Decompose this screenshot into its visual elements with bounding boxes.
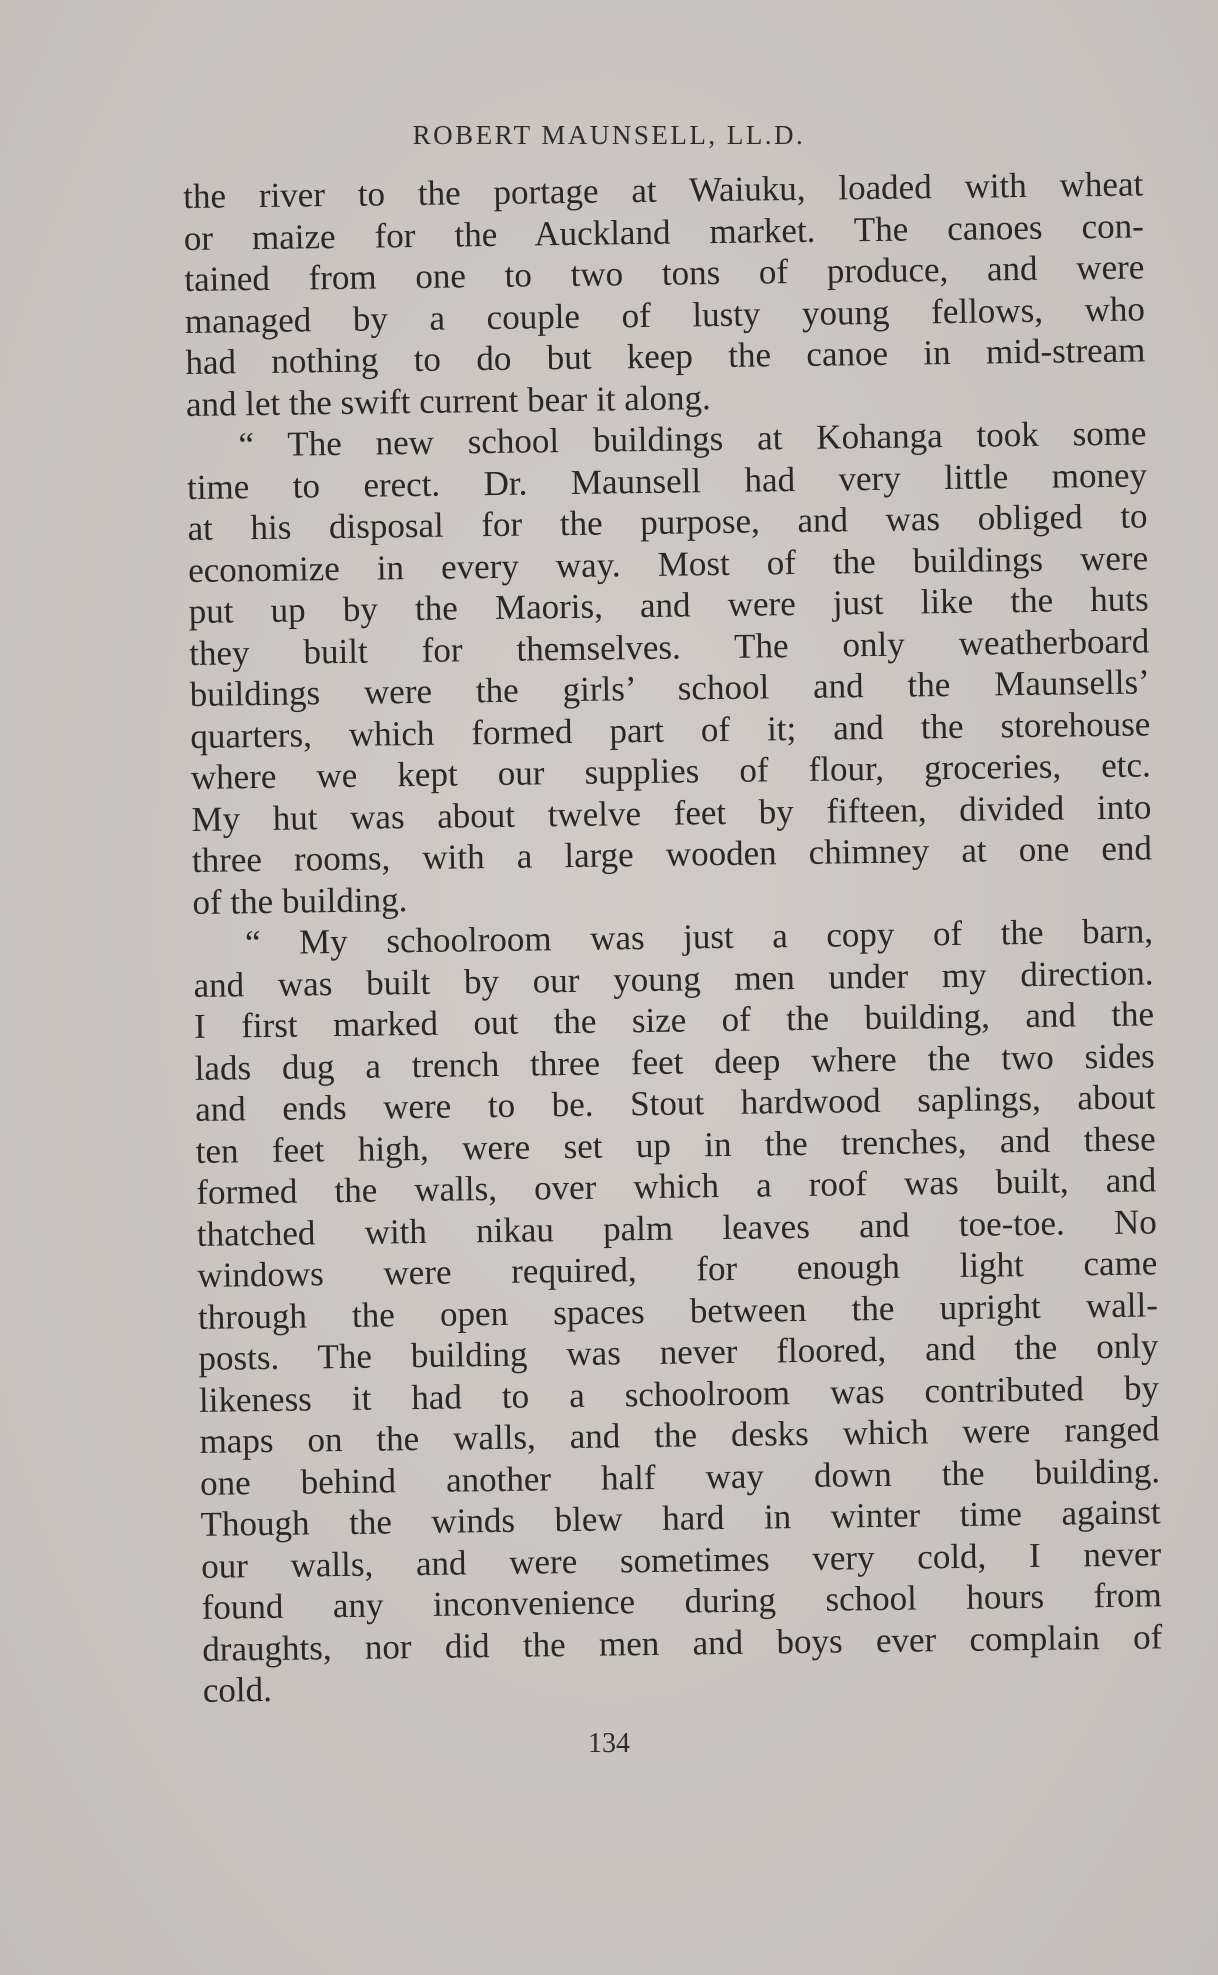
text-line: cold. [202, 1669, 273, 1710]
text-line: I first marked out the size of the building, and the [193, 994, 1155, 1046]
text-line: windows were required, for enough light came [197, 1243, 1158, 1295]
text-line: our walls, and were sometimes very cold, I never [200, 1533, 1162, 1586]
text-line: “ My schoolroom was just a copy of the barn, [244, 911, 1154, 963]
text-line: time to erect. Dr. Maunsell had very little money [186, 454, 1148, 507]
text-line: through the open spaces between the upright wall- [197, 1284, 1159, 1337]
text-line: ten feet high, were set up in the trenches, and these [195, 1118, 1156, 1171]
text-line: managed by a couple of lusty young fellows, who [184, 288, 1146, 341]
text-line: of the building. [192, 879, 408, 922]
text-line: and let the swift current bear it along. [185, 377, 712, 424]
text-line: buildings were the girls’ school and the Maunsells’ [189, 662, 1150, 714]
text-line: they built for themselves. The only weatherboard [188, 620, 1150, 673]
text-line: draughts, nor did the men and boys ever complain of [202, 1616, 1163, 1669]
text-line: thatched with nikau palm leaves and toe-toe. No [196, 1201, 1158, 1254]
text-line: at his disposal for the purpose, and was obliged to [187, 496, 1148, 548]
text-line: three rooms, with a large wooden chimney at one end [191, 828, 1153, 880]
text-line: the river to the portage at Waiuku, loaded with wheat [183, 164, 1144, 216]
running-head: ROBERT MAUNSELL, LL.D. [412, 120, 806, 150]
text-line: formed the walls, over which a roof was built, and [196, 1160, 1157, 1212]
text-line: lads dug a trench three feet deep where the two sides [194, 1035, 1155, 1088]
body-text [183, 163, 1163, 1711]
text-line: or maize for the Auckland market. The canoes con- [183, 205, 1144, 258]
text-line: “ The new school buildings at Kohanga took some [238, 413, 1147, 465]
text-line: quarters, which formed part of it; and the storehouse [190, 703, 1151, 756]
text-line: My hut was about twelve feet by fifteen, divided into [191, 786, 1152, 839]
text-line: likeness it had to a schoolroom was contributed by [198, 1367, 1160, 1420]
text-line: where we kept our supplies of flour, groceries, etc. [190, 745, 1152, 797]
text-line: and ends were to be. Stout hardwood saplings, about [194, 1077, 1156, 1129]
text-line: economize in every way. Most of the buildings were [187, 537, 1149, 590]
text-line: tained from one to two tons of produce, and were [184, 247, 1145, 299]
text-line: and was built by our young men under my direction. [193, 952, 1154, 1005]
text-line: maps on the walls, and the desks which were ranged [199, 1409, 1160, 1461]
text-line: one behind another half way down the building. [199, 1450, 1161, 1503]
page-number: 134 [588, 1728, 630, 1759]
text-line: found any inconvenience during school hours from [201, 1575, 1162, 1627]
text-line: posts. The building was never floored, and the only [198, 1326, 1159, 1378]
text-line: Though the winds blew hard in winter time against [200, 1492, 1161, 1544]
text-line: had nothing to do but keep the canoe in mid-stream [185, 330, 1146, 382]
text-line: put up by the Maoris, and were just like the huts [188, 579, 1149, 631]
